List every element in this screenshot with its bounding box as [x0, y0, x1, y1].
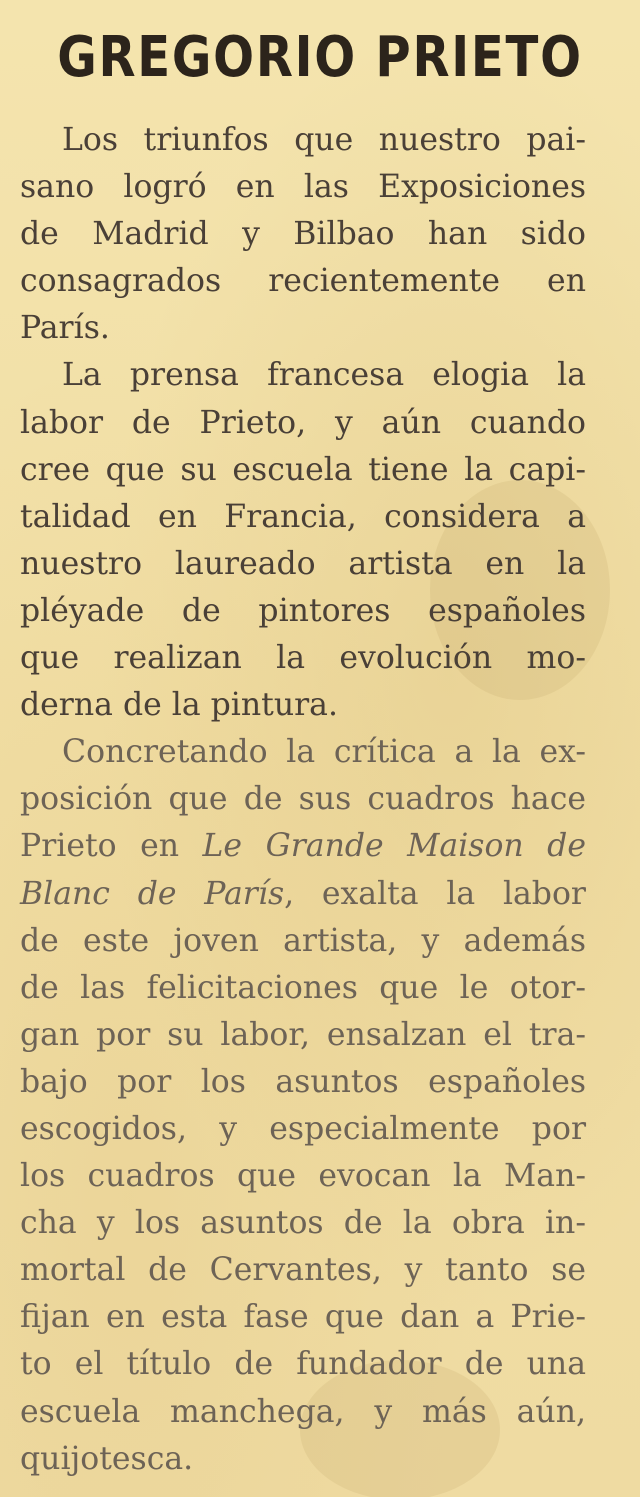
text-line: fijan en esta fase que dan a Prie-	[20, 1299, 586, 1336]
text-line: cree que su escuela tiene la capi-	[20, 451, 586, 488]
paragraph-3	[20, 729, 586, 1483]
text-line: escogidos, y especialmente por	[20, 1110, 586, 1147]
text-line: los cuadros que evocan la Man-	[20, 1158, 586, 1195]
text-line-with-italic	[20, 823, 586, 870]
italic-store-name: Le Grande Maison de	[202, 828, 586, 865]
text-line: sano logró en las Exposiciones	[20, 169, 586, 206]
text-line: Los triunfos que nuestro pai-	[62, 122, 586, 158]
text-line: nuestro laureado artista en la	[20, 545, 586, 582]
text-segment: , exalta la labor	[284, 875, 586, 912]
text-line: de Madrid y Bilbao han sido	[20, 216, 586, 253]
paragraph-2	[20, 352, 586, 729]
text-line: derna de la pintura.	[20, 687, 338, 724]
italic-store-name: Blanc de París	[20, 875, 285, 912]
text-line: bajo por los asuntos españoles	[20, 1063, 586, 1100]
text-line: quijotesca.	[20, 1440, 194, 1477]
text-line: talidad en Francia, considera a	[20, 498, 586, 535]
text-line-with-italic	[20, 871, 586, 918]
text-line: pléyade de pintores españoles	[20, 592, 586, 629]
text-line: que realizan la evolución mo-	[20, 640, 586, 677]
article-body	[20, 117, 586, 1483]
text-line: labor de Prieto, y aún cuando	[20, 404, 586, 441]
text-line: escuela manchega, y más aún,	[20, 1393, 586, 1430]
text-segment: Prieto en	[20, 828, 203, 865]
text-line: de las felicitaciones que le otor-	[20, 969, 586, 1006]
text-line: París.	[20, 310, 110, 347]
text-line: consagrados recientemente en	[20, 263, 586, 300]
text-line: La prensa francesa elogia la	[62, 357, 586, 394]
text-line: Concretando la crítica a la ex-	[62, 734, 586, 771]
text-line: mortal de Cervantes, y tanto se	[20, 1252, 586, 1289]
article-title: GREGORIO PRIETO	[57, 25, 583, 90]
text-line: gan por su labor, ensalzan el tra-	[20, 1016, 586, 1053]
text-line: cha y los asuntos de la obra in-	[20, 1205, 586, 1242]
paragraph-1	[20, 117, 586, 352]
text-line: to el título de fundador de una	[20, 1346, 586, 1383]
text-line: posición que de sus cuadros hace	[20, 781, 586, 818]
text-line: de este joven artista, y además	[20, 922, 586, 959]
